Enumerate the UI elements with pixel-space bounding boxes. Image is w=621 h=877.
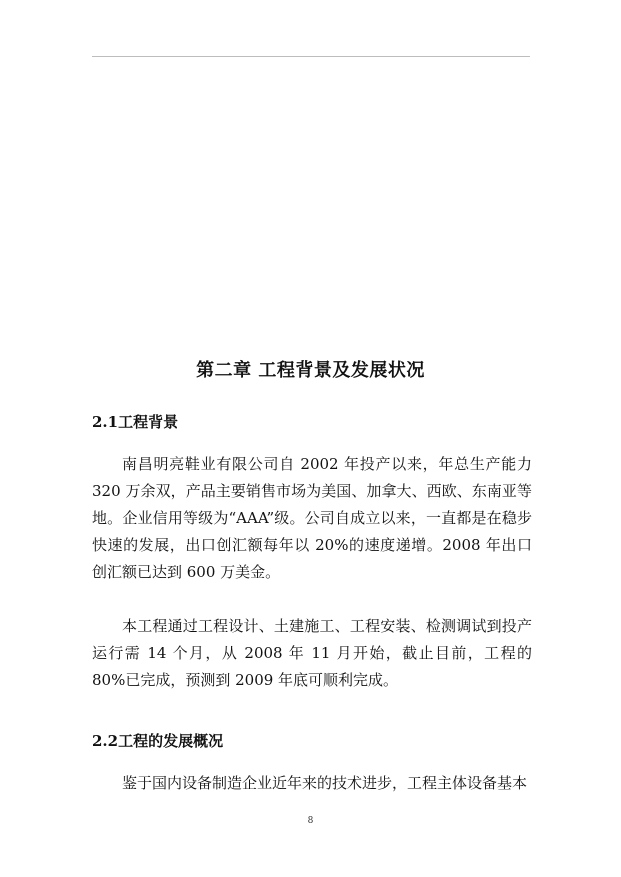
section-heading-2-1: 2.1工程背景 xyxy=(92,413,179,431)
paragraph-development-1: 鉴于国内设备制造企业近年来的技术进步，工程主体设备基本 xyxy=(122,774,528,792)
chapter-title: 第二章 工程背景及发展状况 xyxy=(196,360,425,381)
section-heading-2-2: 2.2工程的发展概况 xyxy=(92,732,224,750)
page-number: 8 xyxy=(307,816,314,826)
header-rule xyxy=(92,56,530,57)
paragraph-background-2: 本工程通过工程设计、土建施工、工程安装、检测调试到投产运行需 14 个月，从 2008 年 11 月开始，截止目前，工程的 80%已完成，预测到 2009 年底可顺利完成。 xyxy=(92,617,532,689)
paragraph-background-1: 南昌明亮鞋业有限公司自 2002 年投产以来，年总生产能力 320 万余双，产品主要销售市场为美国、加拿大、西欧、东南亚等地。企业信用等级为“AAA”级。公司自成立以来，一直都是在稳步快速的发展，出口创汇额每年以 20%的速度递增。2008 年出口创汇额已达到 600 万美金。 xyxy=(92,455,532,581)
